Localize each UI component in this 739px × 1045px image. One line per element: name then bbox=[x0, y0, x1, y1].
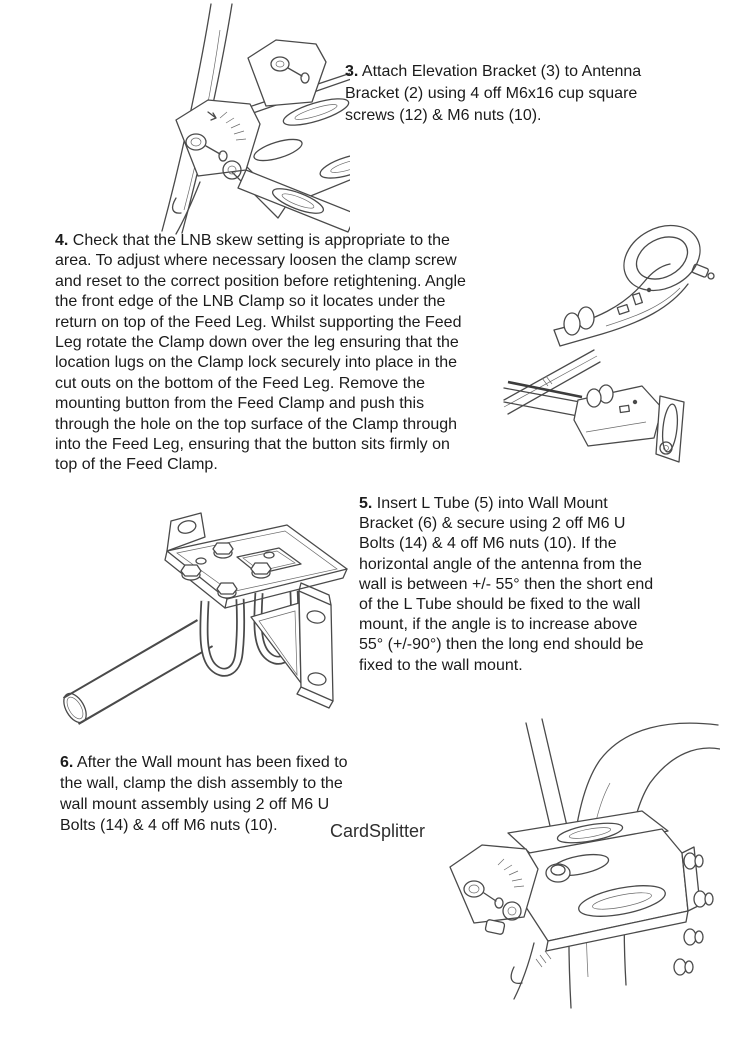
text-line: wall mount assembly using 2 off M6 U bbox=[60, 796, 330, 813]
text-line: of the L Tube should be fixed to the wall bbox=[359, 596, 641, 614]
text-line: area. To adjust where necessary loosen the clamp screw bbox=[55, 252, 457, 270]
figure-dish-clamp-on-pole bbox=[430, 715, 720, 1010]
text-line: cut outs on the bottom of the Feed Leg. Remove the bbox=[55, 374, 426, 392]
text-line bbox=[60, 752, 462, 773]
step-5-text bbox=[359, 494, 737, 676]
step-3-first-line: Attach Elevation Bracket (3) to Antenna bbox=[358, 63, 642, 80]
text-line: return on top of the Feed Leg. Whilst supporting the Feed bbox=[55, 313, 462, 331]
text-line: and reset to the correct position before retightening. Angle bbox=[55, 272, 466, 290]
text-line: Bolts (14) & 4 off M6 nuts (10). bbox=[60, 817, 278, 834]
step-3-number: 3. bbox=[345, 63, 359, 80]
clamp-bracket bbox=[508, 811, 700, 951]
text-line bbox=[359, 494, 737, 514]
step-6-number: 6. bbox=[60, 754, 74, 771]
text-line: the front edge of the LNB Clamp so it locates under the bbox=[55, 293, 446, 311]
step-4-number: 4. bbox=[55, 232, 69, 249]
text-line: the wall, clamp the dish assembly to the bbox=[60, 775, 343, 792]
text-line: 55° (+/-90°) then the long end should be bbox=[359, 636, 644, 654]
step-4-text bbox=[55, 231, 547, 476]
pole-lower-hook bbox=[511, 943, 551, 999]
step-3-text bbox=[345, 61, 737, 127]
figure-wall-mount-bracket bbox=[55, 495, 350, 745]
text-line: horizontal angle of the antenna from the bbox=[359, 555, 642, 573]
text-line: top of the Feed Clamp. bbox=[55, 456, 218, 474]
step-6-first-line: After the Wall mount has been fixed to bbox=[73, 754, 348, 771]
text-line: Bracket (2) using 4 off M6x16 cup square bbox=[345, 85, 638, 102]
text-line: mount, if the angle is to increase above bbox=[359, 616, 638, 634]
text-line bbox=[345, 61, 737, 83]
step-4-lines bbox=[55, 251, 547, 475]
text-line: through the hole on the top surface of the Clamp through bbox=[55, 415, 458, 433]
text-line: Leg rotate the Clamp down over the leg ensuring that the bbox=[55, 334, 459, 352]
text-line: mounting button from the Feed Clamp and push this bbox=[55, 395, 425, 413]
text-line: wall is between +/- 55° then the short end bbox=[359, 575, 654, 593]
text-line: Bracket (6) & secure using 2 off M6 U bbox=[359, 515, 626, 533]
step-4-first-line: Check that the LNB skew setting is appropriate to the bbox=[68, 232, 450, 249]
watermark: CardSplitter bbox=[330, 821, 426, 841]
step-5-first-line: Insert L Tube (5) into Wall Mount bbox=[372, 495, 608, 512]
figure-elevation-bracket-assembly bbox=[80, 0, 350, 236]
text-line: location lugs on the Clamp lock securely into place in the bbox=[55, 354, 457, 372]
text-line bbox=[55, 231, 547, 251]
step-5-lines bbox=[359, 514, 737, 676]
text-line: into the Feed Leg, ensuring that the button sits firmly on bbox=[55, 436, 450, 454]
text-line: fixed to the wall mount. bbox=[359, 656, 523, 674]
step-3-lines bbox=[345, 83, 737, 127]
step-5-number: 5. bbox=[359, 495, 373, 512]
l-tube bbox=[59, 632, 207, 726]
text-line: Bolts (14) & 4 off M6 nuts (10). If the bbox=[359, 535, 617, 553]
skew-plate bbox=[450, 845, 538, 935]
text-line: screws (12) & M6 nuts (10). bbox=[345, 107, 542, 124]
tube-lower-hook bbox=[173, 182, 200, 234]
